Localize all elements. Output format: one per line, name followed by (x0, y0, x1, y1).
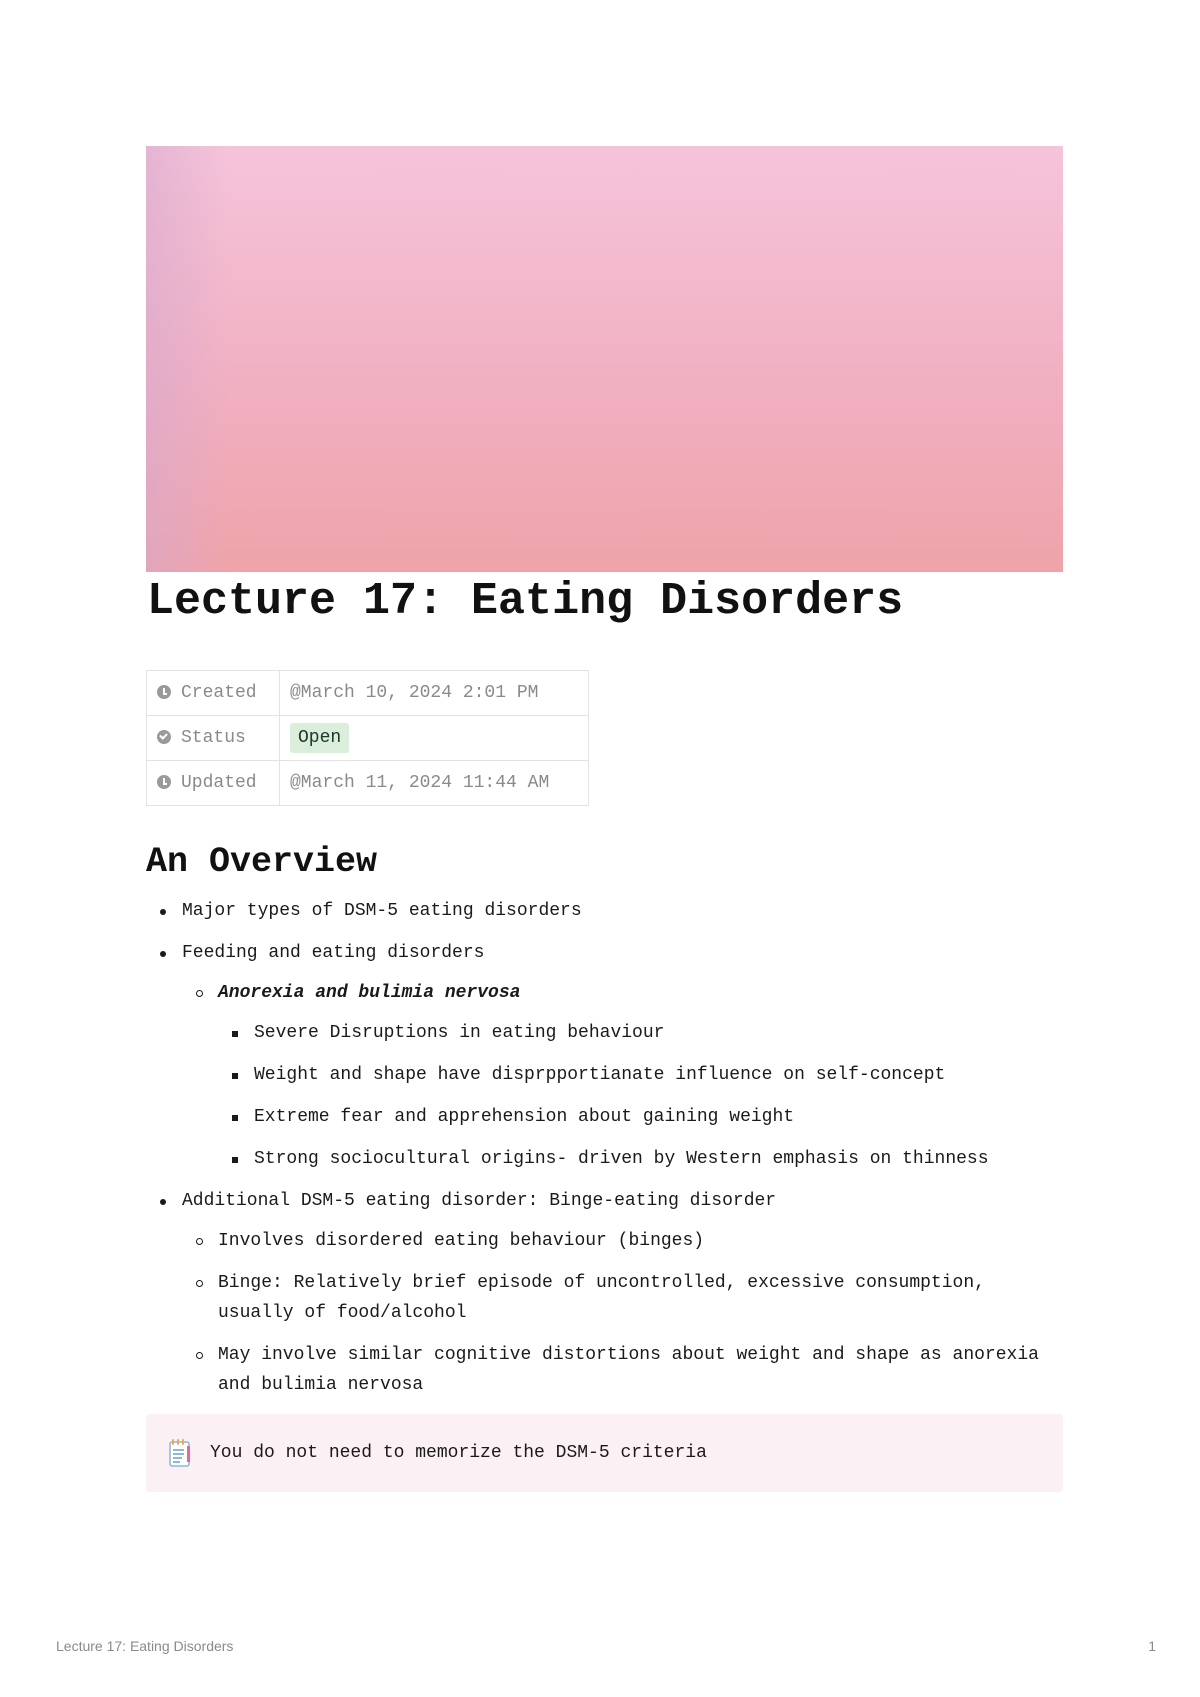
list-item (218, 1060, 1063, 1090)
list-item-text: Extreme fear and apprehension about gaining weight (254, 1107, 795, 1127)
section-heading: An Overview (146, 842, 378, 882)
property-value-created[interactable]: @March 10, 2024 2:01 PM (280, 671, 589, 716)
list-item-text: Involves disordered eating behaviour (binges) (218, 1231, 705, 1251)
property-label: Status (181, 728, 246, 748)
callout-text: You do not need to memorize the DSM-5 criteria (210, 1443, 707, 1463)
property-row-status (147, 716, 589, 761)
property-row-created (147, 671, 589, 716)
notepad-icon (168, 1438, 192, 1468)
callout-box (146, 1414, 1063, 1492)
list-item (218, 1102, 1063, 1132)
status-icon (157, 730, 171, 744)
nested-list (182, 978, 1063, 1174)
nested-list (218, 1018, 1063, 1174)
page-footer (56, 1638, 1156, 1654)
bullet-list (146, 896, 1063, 1400)
footer-title: Lecture 17: Eating Disorders (56, 1638, 234, 1654)
list-item-text: Severe Disruptions in eating behaviour (254, 1023, 665, 1043)
clock-icon (157, 775, 171, 789)
list-item (182, 1226, 1063, 1256)
properties-table (146, 670, 589, 806)
nested-list (182, 1226, 1063, 1400)
property-row-updated (147, 761, 589, 806)
list-item (146, 938, 1063, 1174)
list-item (146, 1186, 1063, 1400)
property-value-status[interactable] (280, 716, 589, 761)
list-item-text: May involve similar cognitive distortions about weight and shape as anorexia and bulimia nervosa (218, 1345, 1039, 1395)
list-item-text: Anorexia and bulimia nervosa (218, 983, 521, 1003)
list-item (218, 1144, 1063, 1174)
page-number: 1 (1148, 1638, 1156, 1654)
list-item-text: Strong sociocultural origins- driven by Western emphasis on thinness (254, 1149, 989, 1169)
list-item-text: Weight and shape have disprpportianate influence on self-concept (254, 1065, 946, 1085)
property-key-updated (147, 761, 280, 806)
list-item (182, 978, 1063, 1174)
list-item-text: Feeding and eating disorders (182, 943, 485, 963)
page-title: Lecture 17: Eating Disorders (147, 576, 904, 627)
list-item-text: Additional DSM-5 eating disorder: Binge-eating disorder (182, 1191, 777, 1211)
list-item (182, 1268, 1063, 1328)
property-label: Updated (181, 773, 257, 793)
list-item (146, 896, 1063, 926)
property-key-created (147, 671, 280, 716)
cover-image (146, 146, 1063, 572)
property-label: Created (181, 683, 257, 703)
status-badge[interactable]: Open (290, 723, 349, 753)
list-item-text: Major types of DSM-5 eating disorders (182, 901, 582, 921)
list-item (218, 1018, 1063, 1048)
document-page (146, 146, 1063, 1492)
property-value-updated[interactable]: @March 11, 2024 11:44 AM (280, 761, 589, 806)
list-item (182, 1340, 1063, 1400)
clock-icon (157, 685, 171, 699)
property-key-status (147, 716, 280, 761)
list-item-text: Binge: Relatively brief episode of uncontrolled, excessive consumption, usually of food/alcohol (218, 1273, 985, 1323)
